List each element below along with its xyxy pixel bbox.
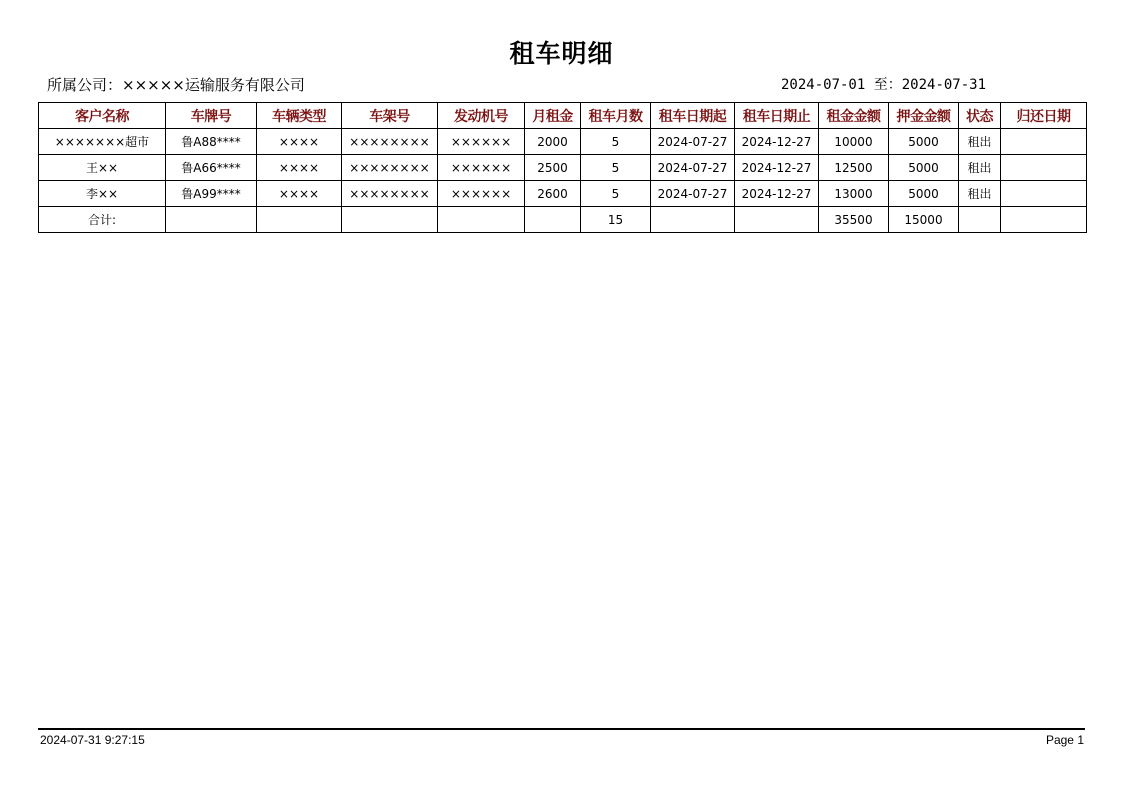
table-row — [39, 181, 1087, 207]
cell-vehicle-type: ×××× — [257, 155, 342, 181]
company-label: 所属公司： — [47, 76, 123, 94]
cell-date-to: 2024-12-27 — [735, 155, 819, 181]
cell-engine-no: ×××××× — [438, 181, 525, 207]
total-cell — [959, 207, 1001, 233]
cell-monthly-rent: 2500 — [525, 155, 581, 181]
cell-status: 租出 — [959, 129, 1001, 155]
cell-months: 5 — [581, 129, 651, 155]
cell-customer: ×××××××超市 — [39, 129, 166, 155]
cell-plate: 鲁A66**** — [166, 155, 257, 181]
table-header-row — [39, 103, 1087, 129]
report-period — [781, 75, 986, 95]
cell-vin: ×××××××× — [342, 155, 438, 181]
header-vin: 车架号 — [342, 103, 438, 129]
cell-monthly-rent: 2600 — [525, 181, 581, 207]
table-row — [39, 155, 1087, 181]
table-row — [39, 129, 1087, 155]
header-date-to: 租车日期止 — [735, 103, 819, 129]
cell-return-date — [1001, 181, 1087, 207]
header-customer: 客户名称 — [39, 103, 166, 129]
cell-plate: 鲁A99**** — [166, 181, 257, 207]
cell-date-from: 2024-07-27 — [651, 155, 735, 181]
cell-date-from: 2024-07-27 — [651, 129, 735, 155]
cell-monthly-rent: 2000 — [525, 129, 581, 155]
page-number: Page 1 — [1045, 733, 1084, 747]
cell-vin: ×××××××× — [342, 129, 438, 155]
header-date-from: 租车日期起 — [651, 103, 735, 129]
cell-deposit-amount: 5000 — [889, 155, 959, 181]
total-cell — [735, 207, 819, 233]
rental-detail-table — [38, 102, 1087, 233]
header-deposit-amount: 押金金额 — [889, 103, 959, 129]
company-line — [47, 75, 305, 95]
cell-deposit-amount: 5000 — [889, 129, 959, 155]
total-rent-amount: 35500 — [819, 207, 889, 233]
total-cell — [651, 207, 735, 233]
total-cell — [166, 207, 257, 233]
cell-status: 租出 — [959, 181, 1001, 207]
cell-customer: 李×× — [39, 181, 166, 207]
cell-date-to: 2024-12-27 — [735, 129, 819, 155]
cell-customer: 王×× — [39, 155, 166, 181]
total-cell — [342, 207, 438, 233]
total-cell — [1001, 207, 1087, 233]
header-vehicle-type: 车辆类型 — [257, 103, 342, 129]
total-label: 合计: — [39, 207, 166, 233]
cell-rent-amount: 12500 — [819, 155, 889, 181]
cell-status: 租出 — [959, 155, 1001, 181]
header-rent-amount: 租金金额 — [819, 103, 889, 129]
total-deposit-amount: 15000 — [889, 207, 959, 233]
cell-vehicle-type: ×××× — [257, 181, 342, 207]
table-total-row — [39, 207, 1087, 233]
cell-vehicle-type: ×××× — [257, 129, 342, 155]
total-cell — [525, 207, 581, 233]
cell-engine-no: ×××××× — [438, 155, 525, 181]
header-status: 状态 — [959, 103, 1001, 129]
cell-rent-amount: 13000 — [819, 181, 889, 207]
print-timestamp: 2024-07-31 9:27:15 — [40, 733, 145, 747]
cell-vin: ×××××××× — [342, 181, 438, 207]
header-plate: 车牌号 — [166, 103, 257, 129]
cell-date-from: 2024-07-27 — [651, 181, 735, 207]
header-return-date: 归还日期 — [1001, 103, 1087, 129]
cell-rent-amount: 10000 — [819, 129, 889, 155]
total-months: 15 — [581, 207, 651, 233]
company-name: ×××××运输服务有限公司 — [122, 76, 305, 94]
date-start: 2024-07-01 — [781, 77, 866, 93]
cell-months: 5 — [581, 181, 651, 207]
cell-months: 5 — [581, 155, 651, 181]
header-months: 租车月数 — [581, 103, 651, 129]
date-end: 2024-07-31 — [901, 77, 987, 93]
total-cell — [257, 207, 342, 233]
cell-plate: 鲁A88**** — [166, 129, 257, 155]
cell-return-date — [1001, 129, 1087, 155]
cell-return-date — [1001, 155, 1087, 181]
cell-date-to: 2024-12-27 — [735, 181, 819, 207]
report-title: 租车明细 — [509, 39, 614, 68]
cell-deposit-amount: 5000 — [889, 181, 959, 207]
header-monthly-rent: 月租金 — [525, 103, 581, 129]
header-engine-no: 发动机号 — [438, 103, 525, 129]
cell-engine-no: ×××××× — [438, 129, 525, 155]
total-cell — [438, 207, 525, 233]
date-separator: 至： — [865, 77, 902, 93]
footer-divider — [38, 728, 1085, 730]
